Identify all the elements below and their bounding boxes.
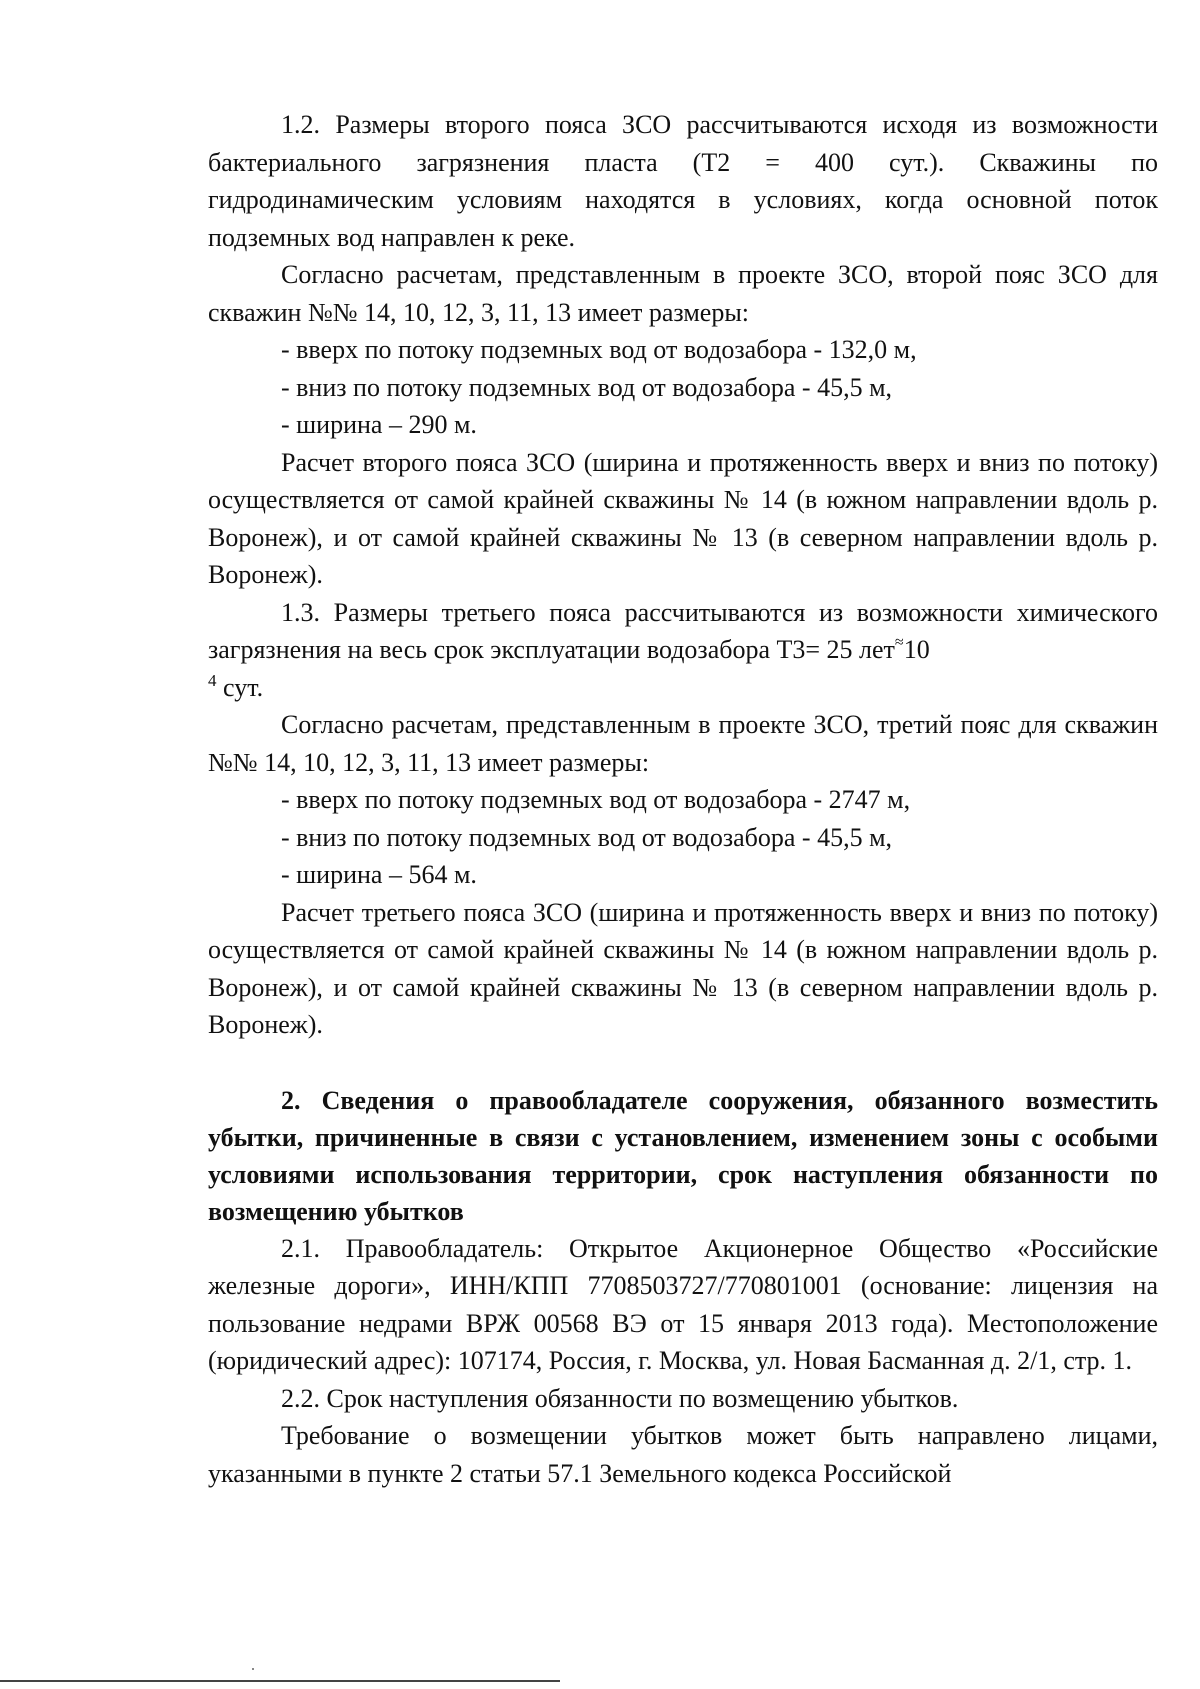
- scan-speck: [252, 1668, 254, 1670]
- power-exponent: 4: [208, 670, 217, 690]
- power-base: 10: [903, 635, 930, 664]
- paragraph-1-3-text: 1.3. Размеры третьего пояса рассчитываются из возможности химического загрязнения на весь срок эксплуатации водозабора Т3= 25 лет: [208, 597, 1158, 664]
- paragraph-1-2: 1.2. Размеры второго пояса ЗСО рассчитываются исходя из возможности бактериального загрязнения пласта (Т2 = 400 сут.). Скважины по гидродинамическим условиям находятся в условиях, когда основной поток подземных вод направлен к реке.: [208, 110, 1158, 252]
- section-2-heading: 2. Сведения о правообладателе сооружения, обязанного возместить убытки, причиненные в связи с установлением, изменением зоны с особыми условиями использования территории, срок наступления обязанности по возмещению убытков: [208, 1085, 1158, 1226]
- paragraph-third-zone-calc: Расчет третьего пояса ЗСО (ширина и протяженность вверх и вниз по потоку) осуществляется от самой крайней скважины № 14 (в южном направлении вдоль р. Воронеж), и от самой крайней скважины № 13 (в северном направлении вдоль р. Воронеж).: [208, 897, 1158, 1039]
- list-item-downstream-second: - вниз по потоку подземных вод от водозабора - 45,5 м,: [281, 372, 893, 402]
- list-item-upstream-third: - вверх по потоку подземных вод от водозабора - 2747 м,: [281, 785, 911, 814]
- list-item-downstream-third: - вниз по потоку подземных вод от водозабора - 45,5 м,: [281, 822, 893, 852]
- list-item-width-third: - ширина – 564 м.: [281, 860, 477, 889]
- footer-rule: [0, 1680, 560, 1682]
- section-spacer: [208, 1044, 1158, 1082]
- days-unit: сут.: [223, 672, 264, 702]
- paragraph-damages-claim: Требование о возмещении убытков может быть направлено лицами, указанными в пункте 2 статьи 57.1 Земельного кодекса Российской: [208, 1421, 1158, 1488]
- list-item-width-second: - ширина – 290 м.: [281, 410, 477, 439]
- document-body: [208, 106, 1158, 1492]
- approx-sign: ≈: [894, 634, 904, 651]
- paragraph-2-2: 2.2. Срок наступления обязанности по возмещению убытков.: [281, 1383, 959, 1413]
- paragraph-third-zone-sizes: Согласно расчетам, представленным в проекте ЗСО, третий пояс для скважин №№ 14, 10, 12, 3, 11, 13 имеет размеры:: [208, 710, 1158, 777]
- list-item-upstream-second: - вверх по потоку подземных вод от водозабора - 132,0 м,: [281, 335, 917, 364]
- paragraph-second-zone-sizes: Согласно расчетам, представленным в проекте ЗСО, второй пояс ЗСО для скважин №№ 14, 10, 12, 3, 11, 13 имеет размеры:: [208, 260, 1158, 327]
- paragraph-1-3: [208, 594, 1158, 707]
- paragraph-2-1: 2.1. Правообладатель: Открытое Акционерное Общество «Российские железные дороги», ИНН/КПП 7708503727/770801001 (основание: лицензия на пользование недрами ВРЖ 00568 ВЭ от 15 января 2013 года). Местоположение (юридический адрес): 107174, Россия, г. Москва, ул. Новая Басманная д. 2/1, стр. 1.: [208, 1233, 1158, 1375]
- paragraph-second-zone-calc: Расчет второго пояса ЗСО (ширина и протяженность вверх и вниз по потоку) осуществляется от самой крайней скважины № 14 (в южном направлении вдоль р. Воронеж), и от самой крайней скважины № 13 (в северном направлении вдоль р. Воронеж).: [208, 447, 1158, 589]
